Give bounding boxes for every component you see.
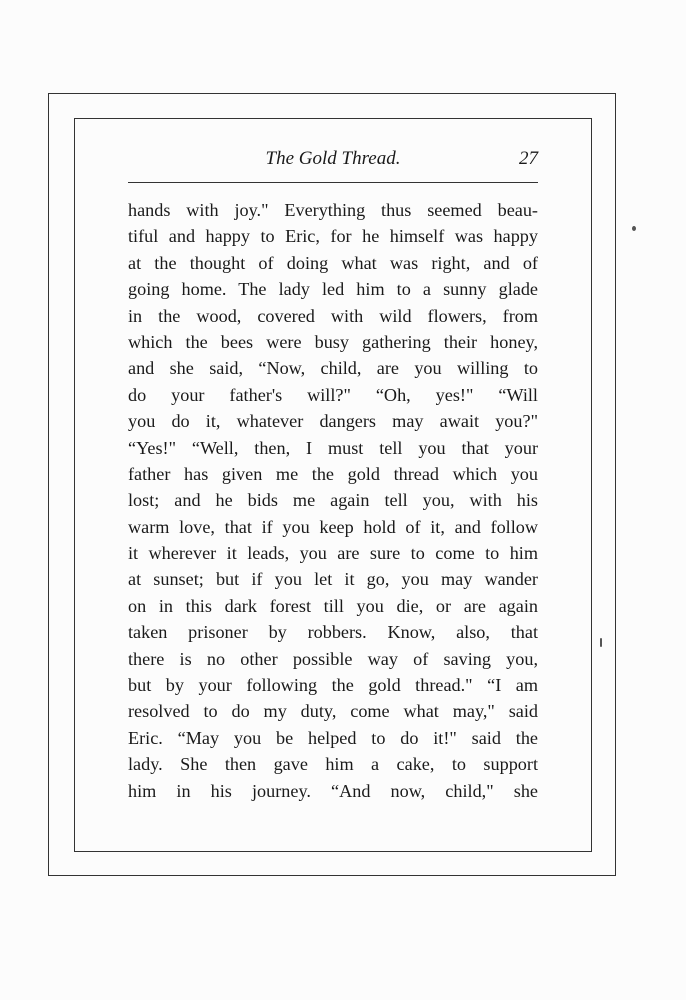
text-line: hands with joy." Everything thus seemed beau- — [128, 200, 538, 220]
text-line: lost; and he bids me again tell you, with his — [128, 490, 538, 511]
text-line: father has given me the gold thread which you — [128, 463, 538, 484]
text-line: do your father's will?" “Oh, yes!" “Will — [128, 384, 538, 405]
text-line: “Yes!" “Well, then, I must tell you that your — [128, 437, 538, 458]
text-line: and she said, “Now, child, are you willing to — [128, 358, 538, 379]
text-line: which the bees were busy gathering their honey, — [128, 331, 538, 352]
text-line: Eric. “May you be helped to do it!" said the — [128, 727, 538, 748]
text-line: but by your following the gold thread." “I am — [128, 675, 538, 696]
page-number: 27 — [519, 148, 538, 169]
running-title: The Gold Thread. — [265, 148, 401, 169]
header-rule — [128, 182, 538, 183]
text-line: at sunset; but if you let it go, you may wander — [128, 569, 538, 590]
text-line: warm love, that if you keep hold of it, and follow — [128, 516, 538, 537]
running-head — [128, 148, 538, 176]
text-line: at the thought of doing what was right, and of — [128, 252, 538, 273]
text-line: going home. The lady led him to a sunny glade — [128, 279, 538, 300]
text-line: it wherever it leads, you are sure to come to him — [128, 543, 538, 564]
text-line: him in his journey. “And now, child," she — [128, 780, 538, 801]
text-line: tiful and happy to Eric, for he himself was happy — [128, 226, 538, 247]
text-line: lady. She then gave him a cake, to support — [128, 754, 538, 775]
text-line: you do it, whatever dangers may await you?" — [128, 411, 538, 432]
print-speck — [600, 638, 602, 647]
print-speck — [632, 226, 636, 231]
text-line: on in this dark forest till you die, or are again — [128, 595, 538, 616]
body-text — [128, 197, 538, 804]
text-line: taken prisoner by robbers. Know, also, that — [128, 622, 538, 643]
text-line: in the wood, covered with wild flowers, from — [128, 305, 538, 326]
text-line: there is no other possible way of saving you, — [128, 648, 538, 669]
text-line: resolved to do my duty, come what may," said — [128, 701, 538, 722]
